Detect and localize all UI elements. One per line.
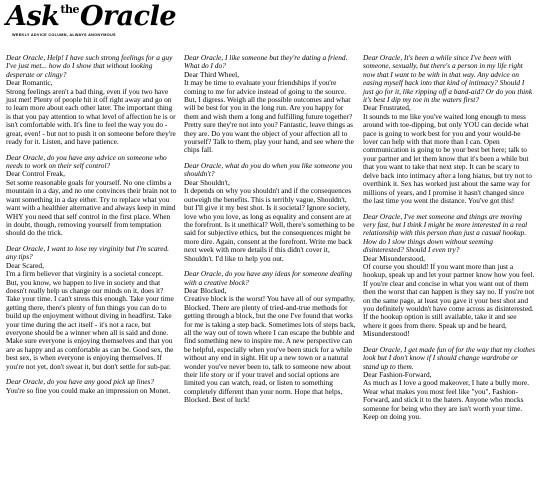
reader-question: Dear Oracle, I get made fun of for the way that my clothes look but I don't know if I should change wardrobe or stand up to them. [363,344,535,371]
oracle-answer: I'm a firm believer that virginity is a societal concept. But, you know, we happen to live in society and that doesn't really help us change our minds on it, does it? Take your time. I can't stress this enough. Take your time getting there, there's plenty of fun things you can do to build up the enjoyment without diving in headfirst. Take your time during the act itself - it's not a race, but everyone should be a winner when all is said and done. Make sure everyone is enjoying themselves and that you are as happy and as comfortable as can be. Good sex, the best sex, is when everyone is enjoying themselves. If you're not yet, don't sweat it, but don't settle for sub-par. [6,269,174,371]
oracle-answer: It depends on why you shouldn't and if the consequences outweigh the benefits. This is terribly vague, Shouldn't, but I'll give it my best shot. Is it societal? Ignore society, love who you love, as long as equality and consent are at the forefront. Is it unethical? Well, there's something to be said for subjective ethics, but the consequences might be more dire. Again, consent at the forefront. Write me back next week with more details if this didn't cover it, Shouldn't. I'd like to help you out. [184,186,355,263]
reply-salutation: Dear Blocked, [184,285,227,295]
reader-question: Dear Oracle, what do you do when you like someone you shouldn't? [184,161,353,179]
reader-question: Dear Oracle, do you have any ideas for someone dealing with a creative block? [184,269,353,287]
oracle-answer: It may be time to evaluate your friendships if you're coming to me for advice instead of going to the source. But, I digress. Weigh all the possible outcomes and what will be best for you in the long run. Are you happy for them and wish them a long and fulfilling future together? Pretty sure they're not into you? Fantastic, leave things as they are. Do you want the object of your affection all to yourself? Talk to them, play your hand, and see where the chips fall. [184,78,354,155]
reply-salutation: Dear Misunderstood, [363,253,426,263]
oracle-answer: As much as I love a good makeover, I hate a bully more. Wear what makes you most feel like "you", Fashion-Forward, and stick it to the haters. Anyone who mocks someone for being who they are isn't worth your time. Keep on doing you. [363,378,530,422]
advice-entry [363,213,535,339]
reply-salutation: Dear Control Freak, [6,169,65,179]
reader-question: Dear Oracle, I've met someone and things are moving very fast, but I think I might be more interested in a real relationship with this person than just a casual hookup. How do I slow things down without seeming disinterested? Should I even try? [363,211,528,255]
reply-salutation: Dear Scared, [6,260,44,270]
reader-question: Dear Oracle, It's been a while since I've been with someone, sexually, but there's a person in my life right now that I want to be with in that way. Any advice on easing myself back into that kind of intimacy? Should I just go for it, like ripping off a band-aid? Or do you think it's best I dip my toe in the waters first? [363,53,533,105]
reply-salutation: Dear Frustrated, [363,103,411,113]
reply-salutation: Dear Fashion-Forward, [363,370,432,379]
advice-entry [6,54,177,146]
column-3 [363,54,535,429]
advice-entry [6,378,177,395]
advice-entry [184,54,356,155]
reader-question: Dear Oracle, Help! I have such strong feelings for a guy I've just met... how do I show that without looking desperate or clingy? [6,53,173,79]
reply-salutation: Dear Third Wheel, [184,69,239,79]
reply-salutation: Dear Romantic, [6,78,53,88]
oracle-answer: It sounds to me like you've waited long enough to mess around with toe-dipping, but only YOU can decide what pace is going to work best for you and your would-be lover can help with that more than I can. Open communication is going to be your best bet here; talk to your partner and let them know that it's been a while but that you want to take that next step. It can be scary to delve back into intimacy after a long hiatus, but try not to overthink it. Sex has worked just about the same way for millions of years, and I promise it hasn't changed since the last time you went the distance. You've got this! [363,111,532,205]
oracle-answer: You're so fine you could make an impression on Monet. [6,385,171,395]
oracle-answer: Set some reasonable goals for yourself. No one climbs a mountain in a day, and no one convinces their brain not to want something in a day either. Try to replace what you want with a healthier alternative and always keep in mind WHY you need that self control in the first place. When in doubt, though, removing yourself from temptation should do the trick. [6,177,177,238]
advice-entry [6,154,177,238]
oracle-answer: Creative block is the worst! You have all of our sympathy, Blocked. There are plenty of tried-and-true methods for getting through a block, but the one I've found that works for me is taking a step back. Sometimes lots of steps back, all the way out of town where I can escape the bubble and find something new to inspire me. A new perspective can be helpful, especially when you've been stuck for a while without any end in sight. Hit up a new town or a natural wonder you've never been to, talk to someone new about their life story or if your travel and social options are limited you can watch, read, or listen to something completely different than your norm. Hope that helps, Blocked. Best of luck! [184,294,356,405]
reply-salutation: Dear Shouldn't, [184,177,230,187]
masthead [6,1,177,46]
oracle-answer: Strong feelings aren't a bad thing, even if you two have just met! Plenty of people hit it off right away and go on to learn more about each other later. The important thing is that you pay attention to what level of affection he is or isn't comfortable with. It's fine to feel the way you do - great, even! - but not to push it on someone before they're ready for it. Listen, and have patience. [6,86,176,147]
reader-question: Dear Oracle, I want to lose my virginity but I'm scared. any tips? [6,243,169,262]
advice-entry [6,245,177,371]
advice-entry [363,346,535,422]
reader-question: Dear Oracle, I like someone but they're dating a friend. What do I do? [184,53,348,71]
column-2 [184,54,356,412]
advice-entry [184,162,356,263]
advice-entry [363,54,535,205]
masthead-logo: Ask$^{the}$Oracle [6,1,177,32]
reader-question: Dear Oracle, do you have any advice on someone who needs to work on their self control? [6,152,167,171]
column-1 [6,54,177,402]
reader-question: Dear Oracle, do you have any good pick up lines? [6,377,155,387]
advice-entry [184,270,356,405]
oracle-answer: Of course you should! If you want more than just a hookup, speak up and let your partner know how you feel. If you're clear and concise in what you want out of them then the worst that can happen is they say no. If you're not on the same page, at least you gave it your best shot and you definitely wouldn't have come across as disinterested. If the hookup option is still available, take it and see where it goes from there. Speak up and be heard, Misunderstood! [363,261,535,339]
masthead-tagline: WEEKLY ADVICE COLUMN, ALWAYS ANONYMOUS [12,33,116,37]
